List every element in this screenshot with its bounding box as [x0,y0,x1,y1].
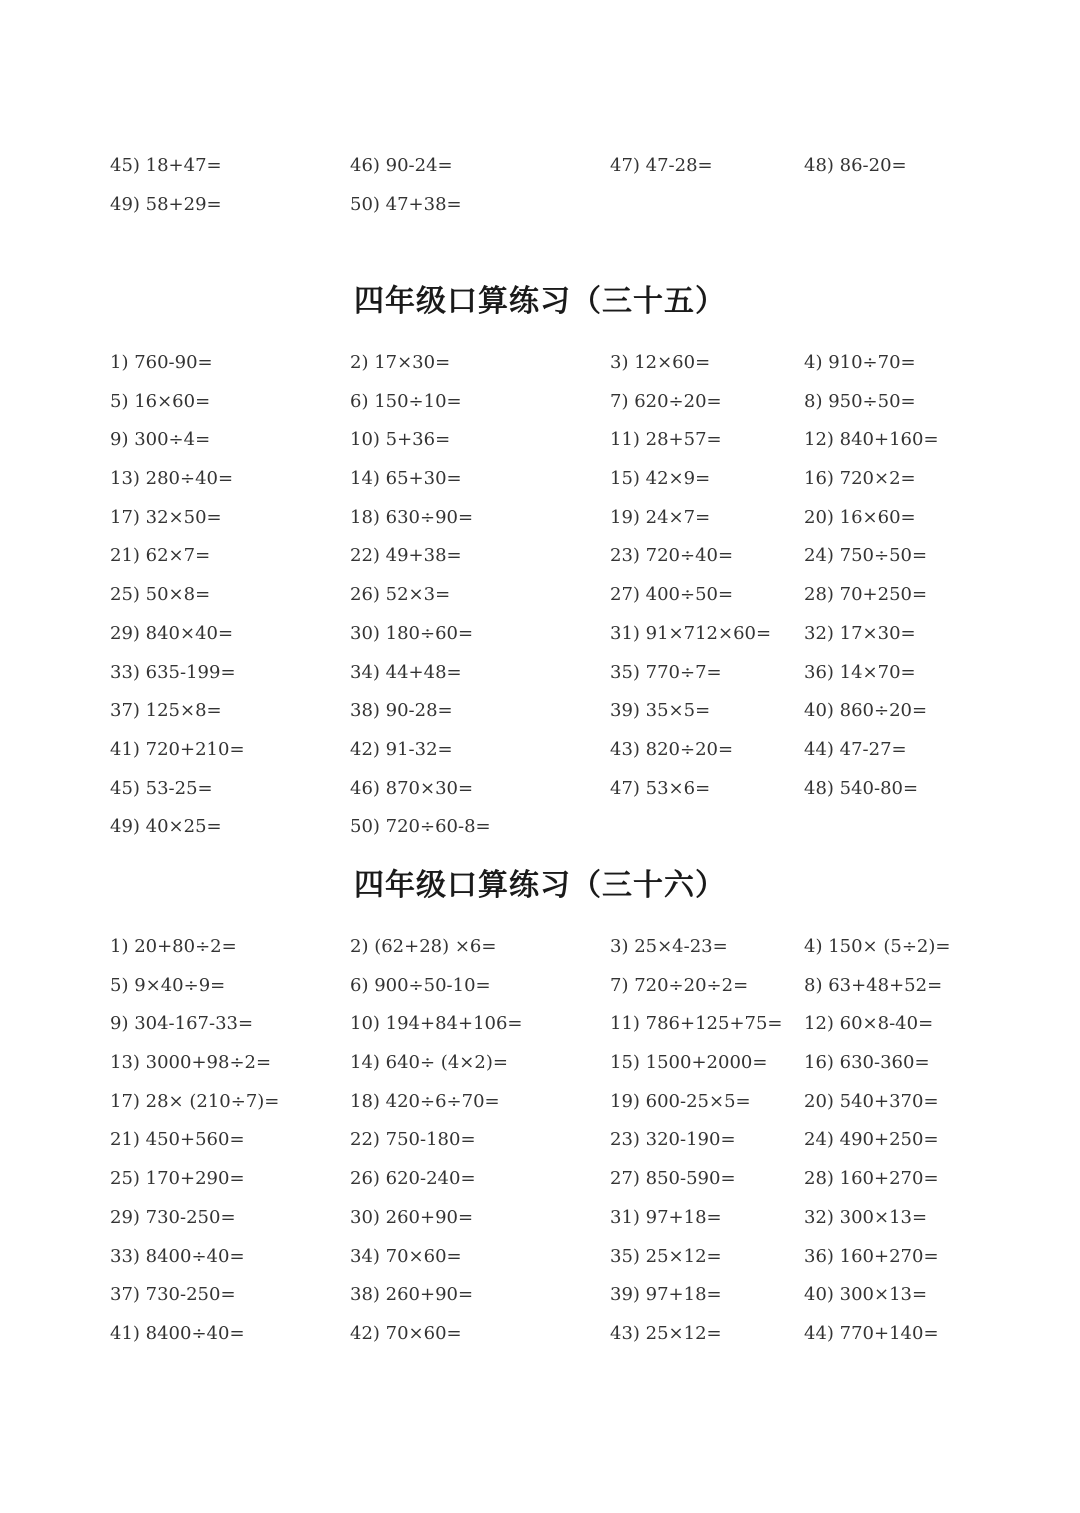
problem-item: 26) 620-240= [350,1168,476,1190]
problem-item: 12) 60×8-40= [804,1013,934,1035]
problem-item: 45) 53-25= [110,777,213,799]
problem-item: 36) 160+270= [804,1245,939,1267]
problem-row [0,383,1080,422]
problem-item: 27) 400÷50= [610,584,734,606]
problem-item: 3) 25×4-23= [610,936,728,957]
problem-item: 44) 770+140= [804,1322,939,1344]
problem-item: 16) 720×2= [804,468,916,490]
problem-item: 18) 630÷90= [350,506,474,528]
problem-row [0,576,1080,615]
problem-item: 21) 450+560= [110,1129,245,1151]
problem-item: 10) 194+84+106= [350,1013,523,1035]
problem-item: 14) 640÷ (4×2)= [350,1052,508,1074]
problem-row [0,1121,1080,1160]
problem-row [0,1005,1080,1044]
problem-item: 31) 91×712×60= [610,622,772,644]
problem-item: 4) 910÷70= [804,352,916,373]
problem-item: 22) 49+38= [350,545,462,567]
problem-item: 39) 97+18= [610,1284,722,1306]
problem-item: 5) 9×40÷9= [110,974,226,996]
problem-item: 7) 620÷20= [610,390,722,412]
problem-item: 17) 28× (210÷7)= [110,1090,280,1112]
problem-item: 45) 18+47= [110,155,222,176]
problem-item: 20) 16×60= [804,506,916,528]
problem-item: 34) 44+48= [350,661,462,683]
problem-item: 13) 280÷40= [110,468,234,490]
problem-item: 27) 850-590= [610,1168,736,1190]
problem-row [0,344,1080,383]
problem-item: 21) 62×7= [110,545,211,567]
problem-item: 50) 720÷60-8= [350,816,491,838]
previous-section-tail [0,147,1080,224]
problem-item: 44) 47-27= [804,738,907,760]
problem-item: 24) 490+250= [804,1129,939,1151]
problem-row [0,1315,1080,1354]
problem-item: 37) 125×8= [110,700,222,722]
problem-item: 1) 760-90= [110,352,213,373]
problem-item: 9) 300÷4= [110,429,211,451]
problem-item: 14) 65+30= [350,468,462,490]
problem-item: 30) 260+90= [350,1206,474,1228]
problem-item: 8) 950÷50= [804,390,916,412]
problem-item: 33) 8400÷40= [110,1245,245,1267]
problem-item: 15) 42×9= [610,468,711,490]
problem-item: 24) 750÷50= [804,545,928,567]
problem-item: 16) 630-360= [804,1052,930,1074]
problem-item: 11) 786+125+75= [610,1013,783,1035]
problem-row [0,1044,1080,1083]
problem-item: 22) 750-180= [350,1129,476,1151]
problem-item: 46) 90-24= [350,155,453,176]
problem-item: 18) 420÷6÷70= [350,1090,500,1112]
problem-item: 39) 35×5= [610,700,711,722]
section-36 [0,864,1080,1354]
problem-item: 31) 97+18= [610,1206,722,1228]
problem-item: 2) 17×30= [350,352,451,373]
problem-item: 42) 70×60= [350,1322,462,1344]
problem-item: 43) 25×12= [610,1322,722,1344]
section-35 [0,280,1080,847]
problem-item: 13) 3000+98÷2= [110,1052,272,1074]
problem-item: 30) 180÷60= [350,622,474,644]
problem-item: 28) 70+250= [804,584,928,606]
problem-item: 15) 1500+2000= [610,1052,768,1074]
problem-item: 40) 300×13= [804,1284,928,1306]
problem-row [0,1160,1080,1199]
problem-item: 5) 16×60= [110,390,211,412]
problem-row [0,967,1080,1006]
problem-row [0,186,1080,225]
problem-item: 33) 635-199= [110,661,236,683]
problem-item: 20) 540+370= [804,1090,939,1112]
problem-item: 17) 32×50= [110,506,222,528]
problem-row [0,147,1080,186]
problem-item: 35) 25×12= [610,1245,722,1267]
problem-item: 36) 14×70= [804,661,916,683]
problem-item: 32) 17×30= [804,622,916,644]
problem-grid [0,344,1080,847]
problem-grid [0,147,1080,224]
problem-item: 40) 860÷20= [804,700,928,722]
problem-item: 34) 70×60= [350,1245,462,1267]
problem-item: 38) 260+90= [350,1284,474,1306]
section-title: 四年级口算练习（三十六） [354,868,726,903]
problem-row [0,499,1080,538]
problem-item: 41) 720+210= [110,738,245,760]
problem-row [0,692,1080,731]
problem-item: 28) 160+270= [804,1168,939,1190]
problem-item: 1) 20+80÷2= [110,936,237,957]
problem-row [0,928,1080,967]
problem-item: 41) 8400÷40= [110,1322,245,1344]
problem-item: 19) 24×7= [610,506,711,528]
problem-item: 7) 720÷20÷2= [610,974,749,996]
problem-item: 37) 730-250= [110,1284,236,1306]
problem-item: 25) 50×8= [110,584,211,606]
problem-row [0,1238,1080,1277]
problem-item: 42) 91-32= [350,738,453,760]
problem-row [0,654,1080,693]
problem-item: 11) 28+57= [610,429,722,451]
problem-item: 32) 300×13= [804,1206,928,1228]
problem-item: 10) 5+36= [350,429,451,451]
problem-item: 49) 58+29= [110,193,222,215]
problem-item: 43) 820÷20= [610,738,734,760]
problem-item: 2) (62+28) ×6= [350,936,497,957]
problem-item: 50) 47+38= [350,193,462,215]
problem-item: 8) 63+48+52= [804,974,943,996]
problem-item: 46) 870×30= [350,777,474,799]
problem-row [0,731,1080,770]
problem-item: 49) 40×25= [110,816,222,838]
problem-item: 29) 840×40= [110,622,234,644]
problem-item: 12) 840+160= [804,429,939,451]
problem-item: 23) 320-190= [610,1129,736,1151]
problem-row [0,1083,1080,1122]
problem-item: 47) 47-28= [610,155,713,176]
problem-row [0,1276,1080,1315]
problem-row [0,808,1080,847]
problem-item: 6) 150÷10= [350,390,462,412]
problem-item: 26) 52×3= [350,584,451,606]
problem-item: 4) 150× (5÷2)= [804,936,951,957]
problem-item: 47) 53×6= [610,777,711,799]
problem-row [0,615,1080,654]
problem-item: 3) 12×60= [610,352,711,373]
problem-item: 9) 304-167-33= [110,1013,254,1035]
problem-item: 38) 90-28= [350,700,453,722]
problem-item: 35) 770÷7= [610,661,722,683]
problem-row [0,1199,1080,1238]
problem-row [0,421,1080,460]
problem-row [0,537,1080,576]
problem-item: 23) 720÷40= [610,545,734,567]
problem-item: 6) 900÷50-10= [350,974,491,996]
problem-item: 25) 170+290= [110,1168,245,1190]
section-title: 四年级口算练习（三十五） [354,284,726,319]
problem-item: 19) 600-25×5= [610,1090,751,1112]
problem-item: 48) 540-80= [804,777,919,799]
problem-row [0,460,1080,499]
problem-row [0,770,1080,809]
problem-item: 29) 730-250= [110,1206,236,1228]
problem-item: 48) 86-20= [804,155,907,176]
problem-grid [0,928,1080,1354]
